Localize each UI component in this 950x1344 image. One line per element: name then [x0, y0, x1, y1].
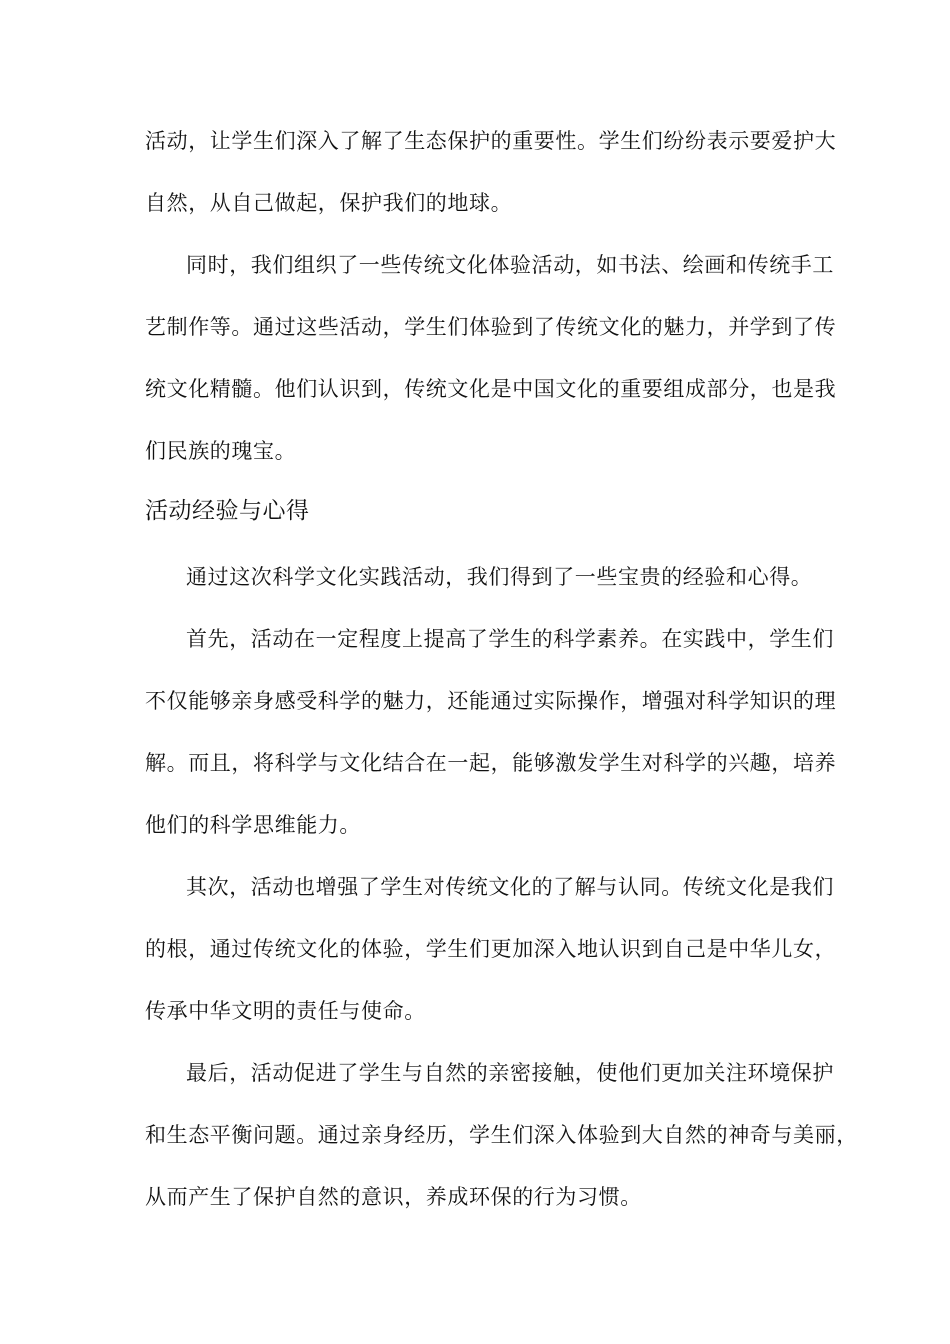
paragraph-line: 和生态平衡问题。通过亲身经历，学生们深入体验到大自然的神奇与美丽，	[145, 1123, 858, 1147]
paragraph-line: 自然，从自己做起，保护我们的地球。	[145, 191, 513, 215]
paragraph-line: 同时，我们组织了一些传统文化体验活动，如书法、绘画和传统手工	[186, 253, 834, 277]
paragraph-line: 的根，通过传统文化的体验，学生们更加深入地认识到自己是中华儿女，	[145, 937, 837, 961]
paragraph-line: 不仅能够亲身感受科学的魅力，还能通过实际操作，增强对科学知识的理	[145, 689, 837, 713]
paragraph-line: 其次，活动也增强了学生对传统文化的了解与认同。传统文化是我们	[186, 875, 834, 899]
paragraph-line: 传承中华文明的责任与使命。	[145, 999, 426, 1023]
section-heading: 活动经验与心得	[145, 498, 310, 524]
paragraph-line: 解。而且，将科学与文化结合在一起，能够激发学生对科学的兴趣，培养	[145, 751, 837, 775]
paragraph-line: 艺制作等。通过这些活动，学生们体验到了传统文化的魅力，并学到了传	[145, 315, 837, 339]
paragraph-line: 活动，让学生们深入了解了生态保护的重要性。学生们纷纷表示要爱护大	[145, 129, 837, 153]
paragraph-line: 统文化精髓。他们认识到，传统文化是中国文化的重要组成部分，也是我	[145, 377, 837, 401]
paragraph-line: 从而产生了保护自然的意识，养成环保的行为习惯。	[145, 1185, 642, 1209]
paragraph-line: 首先，活动在一定程度上提高了学生的科学素养。在实践中，学生们	[186, 627, 834, 651]
paragraph-line: 最后，活动促进了学生与自然的亲密接触，使他们更加关注环境保护	[186, 1061, 834, 1085]
paragraph-line: 他们的科学思维能力。	[145, 813, 361, 837]
paragraph-line: 们民族的瑰宝。	[145, 439, 297, 463]
paragraph-line: 通过这次科学文化实践活动，我们得到了一些宝贵的经验和心得。	[186, 565, 813, 589]
